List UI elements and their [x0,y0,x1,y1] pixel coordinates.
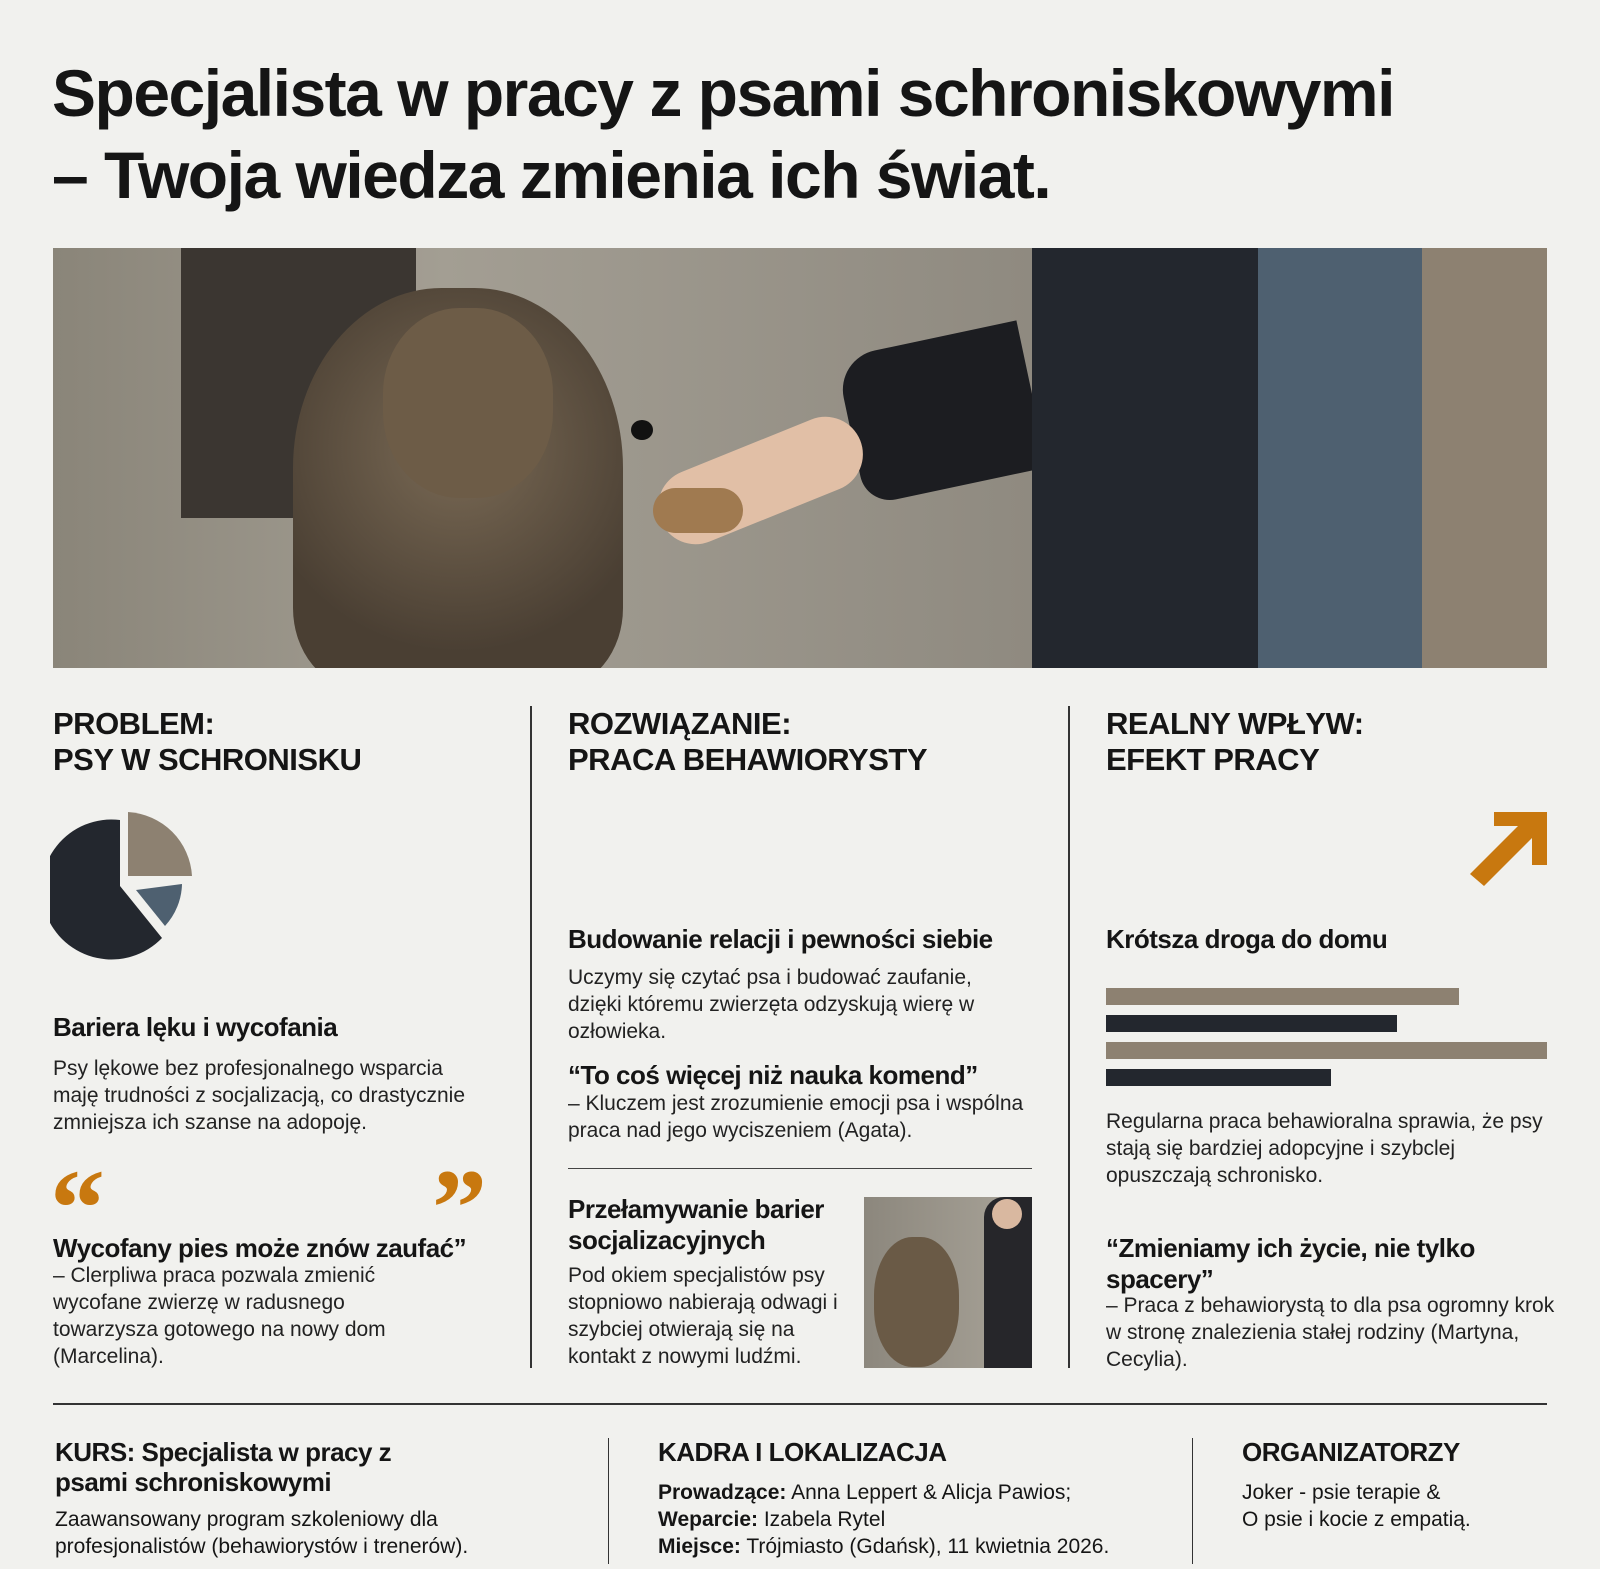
impact-quote-text: – Praca z behawiorystą to dla psa ogromny krok w stronę znalezienia stałej rodziny (Martyna, Cecylia). [1106,1294,1555,1371]
solution-text-2: Pod okiem specjalistów psy stopniowo nabierają odwagi i szybciej otwierają się na kontakt z nowymi ludźmi. [568,1264,838,1368]
solution-text-1: Uczymy się czytać psa i budować zaufanie, dzięki któremu zwierzęta odzyskują wierę w ozłowieka. [568,966,975,1043]
hero-photo-dog-paw [53,248,1032,668]
problem-heading: PROBLEM: PSY W SCHRONISKU [53,706,362,777]
problem-quote-title: Wycofany pies może znów zaufać” [53,1233,467,1263]
impact-bar [1106,1069,1331,1086]
column-divider [1068,706,1070,1368]
solution-quote-text: – Kluczem jest zrozumienie emocji psa i wspólna praca nad jego wyciszeniem (Agata). [568,1092,1024,1142]
course-text: Zaawansowany program szkoleniowy dla profesjonalistów (behawiorystów i trenerów). [55,1508,469,1558]
column-divider [530,706,532,1368]
problem-subtitle: Bariera lęku i wycofania [53,1012,338,1042]
impact-bar [1106,1015,1397,1032]
arrow-up-right-icon [1468,812,1548,890]
impact-heading: REALNY WPŁYW: EFEKT PRACY [1106,706,1364,777]
impact-bar [1106,988,1459,1005]
pie-slice-tan [128,812,192,876]
section-divider [568,1168,1032,1169]
footer-divider [1192,1438,1193,1564]
color-stripe-tan [1422,248,1547,668]
impact-bar [1106,1042,1547,1059]
problem-quote-text: – Clerpliwa praca pozwala zmienić wycofane zwierzę w radusnego towarzysza gotowego na nowy dom (Marcelina). [53,1264,386,1368]
impact-subtitle: Krótsza droga do domu [1106,924,1388,954]
organizers-text: Joker - psie terapie & O psie i kocie z empatią. [1242,1481,1471,1531]
problem-text: Psy lękowe bez profesjonalnego wsparcia maję trudności z socjalizacją, co drastycznie zmniejsza ich szanse na adopoję. [53,1057,466,1134]
footer-divider [608,1438,609,1564]
solution-heading: ROZWIĄZANIE: PRACA BEHAWIORYSTY [568,706,928,777]
organizers-title: ORGANIZATORZY [1242,1437,1460,1467]
pie-chart-icon [50,810,200,960]
footer-rule [53,1403,1547,1405]
solution-quote-title: “To coś więcej niż nauka komend” [568,1060,978,1090]
solution-subtitle-2: Przełamywanie barier socjalizacyjnych [568,1194,824,1255]
page-title: Specjalista w pracy z psami schroniskowymi – Twoja wiedza zmienia ich świat. [52,56,1394,212]
staff-title: KADRA I LOKALIZACJA [658,1437,947,1467]
hero-banner [53,248,1547,668]
small-photo-dog-trainer [864,1197,1032,1368]
course-title: KURS: Specjalista w pracy z psami schroniskowymi [55,1437,392,1497]
quote-close-icon: ” [432,1147,487,1269]
impact-quote-title: “Zmieniamy ich życie, nie tylko spacery” [1106,1233,1475,1294]
impact-text: Regularna praca behawioralna sprawia, że psy stają się bardziej adopcyjne i szybclej opuszczają schronisko. [1106,1110,1543,1187]
color-stripe-dark [1032,248,1258,668]
color-stripe-blue [1258,248,1422,668]
staff-details: Prowadzące: Anna Leppert & Alicja Pawios; Weparcie: Izabela Rytel Miejsce: Trójmiasto (Gdańsk), 11 kwietnia 2026. [658,1481,1110,1558]
quote-open-icon: “ [50,1147,105,1269]
solution-subtitle-1: Budowanie relacji i pewności siebie [568,924,993,954]
